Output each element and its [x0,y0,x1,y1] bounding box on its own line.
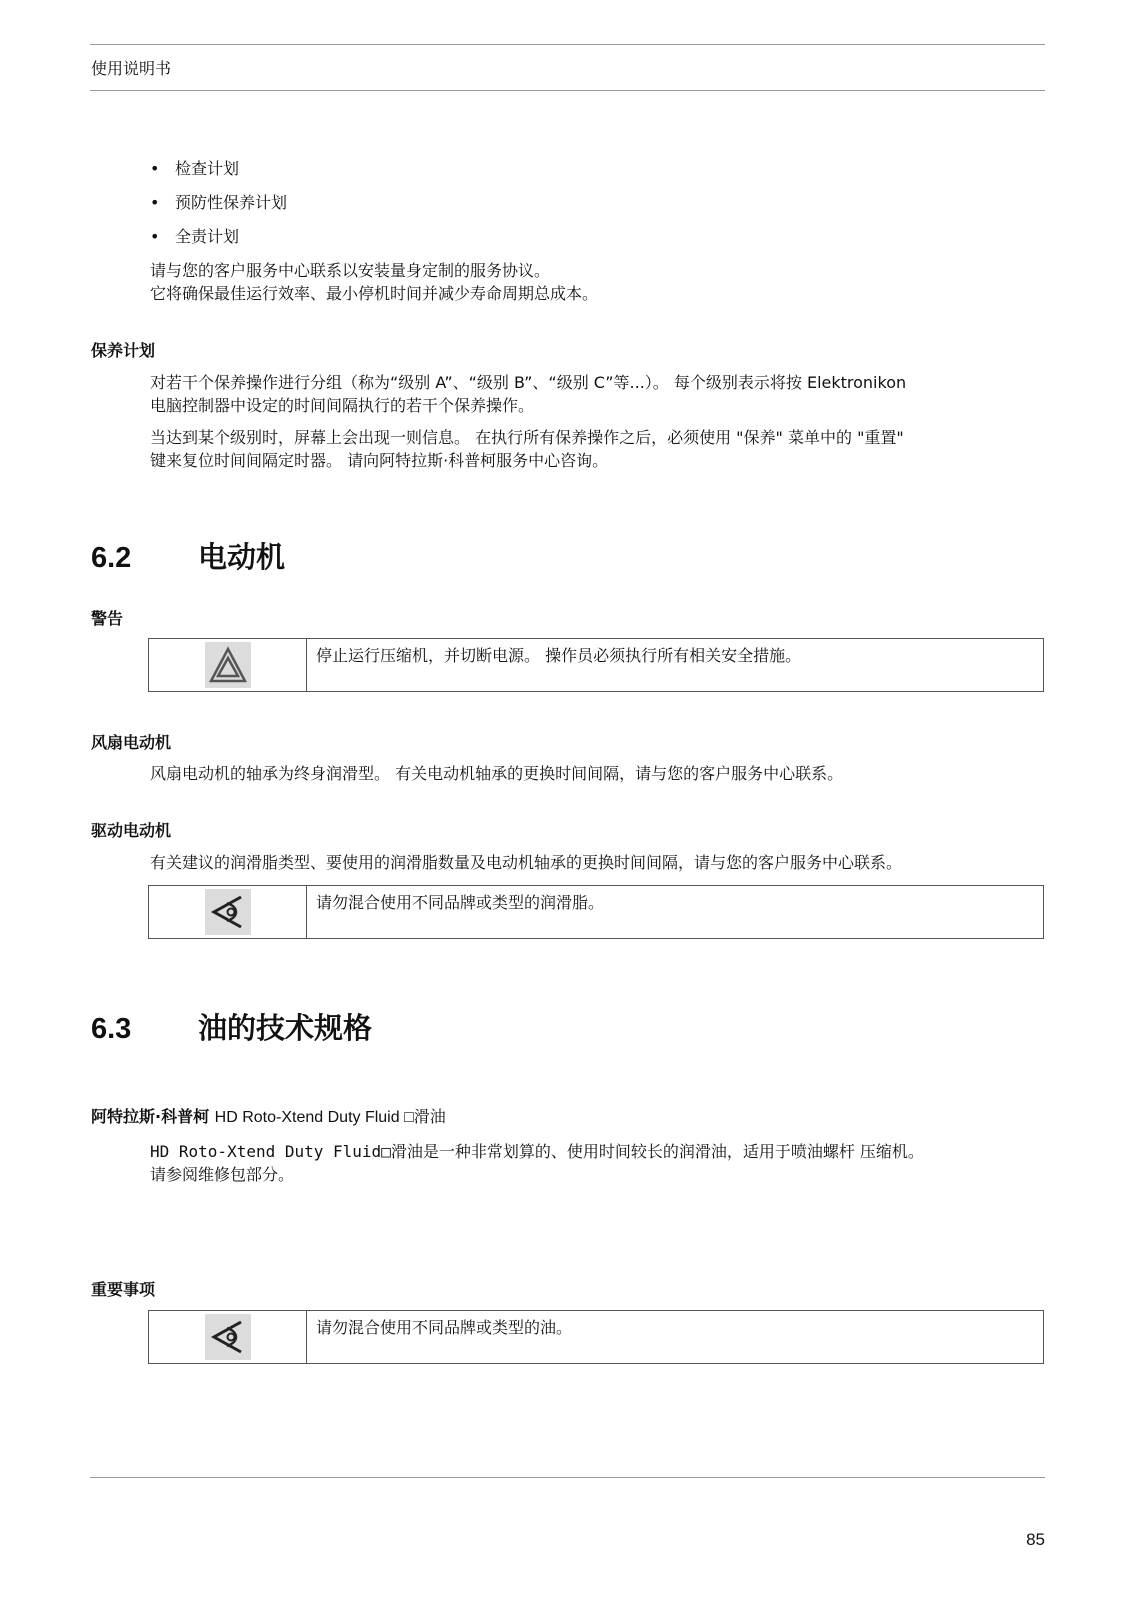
eye-notice-icon [205,889,251,935]
maintenance-plan-paragraph-1 [150,371,906,417]
maintenance-p2-line-2: 键来复位时间间隔定时器。 请向阿特拉斯·科普柯服务中心咨询。 [150,451,609,470]
header-bottom-rule [90,90,1045,91]
header-title: 使用说明书 [91,59,172,78]
drive-motor-text: 有关建议的润滑脂类型、要使用的润滑脂数量及电动机轴承的更换时间间隔，请与您的客户服务中心联系。 [150,853,903,872]
footer-rule [90,1477,1045,1478]
oil-product-name-mono: HD Roto-Xtend Duty Fluid□ [150,1142,391,1161]
page-number: 85 [1026,1530,1045,1549]
section-heading-motor [91,535,285,576]
oil-product-line-2: 请参阅维修包部分。 [150,1165,295,1184]
section-title: 电动机 [198,540,286,574]
warning-notice-box [148,638,1044,692]
eye-notice-icon [205,1314,251,1360]
maintenance-p2-line-1: 当达到某个级别时，屏幕上会出现一则信息。 在执行所有保养操作之后，必须使用 "保养" 菜单中的 "重置" [150,428,904,447]
oil-product-name: HD Roto-Xtend Duty Fluid □滑油 [214,1109,446,1126]
grease-notice-text: 请勿混合使用不同品牌或类型的润滑脂。 [316,893,605,912]
warning-notice-text: 停止运行压缩机，并切断电源。 操作员必须执行所有相关安全措施。 [316,646,802,665]
notice-icon-cell [149,639,307,691]
section-number: 6.2 [91,542,132,574]
maintenance-p1-line-1: 对若干个保养操作进行分组（称为“级别 A”、“级别 B”、“级别 C”等...）。 每个级别表示将按 Elektronikon [150,373,907,392]
maintenance-plan-heading: 保养计划 [91,341,156,360]
intro-line-2: 它将确保最佳运行效率、最小停机时间并减少寿命周期总成本。 [150,284,599,303]
list-item: • 检查计划 [150,158,287,192]
list-item: • 全责计划 [150,226,287,260]
warning-triangle-icon [205,642,251,688]
notice-icon-cell [149,886,307,938]
oil-product-heading [91,1104,446,1127]
oil-product-line-1: 滑油是一种非常划算的、使用时间较长的润滑油，适用于喷油螺杆 压缩机。 [390,1142,924,1161]
oil-product-paragraph [150,1140,924,1186]
oil-notice-box [148,1310,1044,1364]
maintenance-p1-line-2: 电脑控制器中设定的时间间隔执行的若干个保养操作。 [150,396,535,415]
section-heading-oil [91,1006,372,1047]
drive-motor-heading: 驱动电动机 [91,821,172,840]
maintenance-plan-paragraph-2 [150,426,904,472]
grease-notice-box [148,885,1044,939]
oil-product-brand: 阿特拉斯·科普柯 [91,1107,210,1126]
fan-motor-heading: 风扇电动机 [91,733,172,752]
section-number: 6.3 [91,1013,132,1045]
intro-paragraph [150,259,598,305]
list-item: • 预防性保养计划 [150,192,287,226]
warning-heading: 警告 [91,609,124,628]
service-plan-list [150,158,287,260]
intro-line-1: 请与您的客户服务中心联系以安装量身定制的服务协议。 [150,261,551,280]
section-title: 油的技术规格 [198,1011,373,1045]
important-heading: 重要事项 [91,1280,156,1299]
fan-motor-text: 风扇电动机的轴承为终身润滑型。 有关电动机轴承的更换时间间隔，请与您的客户服务中心联系。 [150,764,844,783]
header-top-rule [90,44,1045,45]
oil-notice-text: 请勿混合使用不同品牌或类型的油。 [316,1318,573,1337]
notice-icon-cell [149,1311,307,1363]
